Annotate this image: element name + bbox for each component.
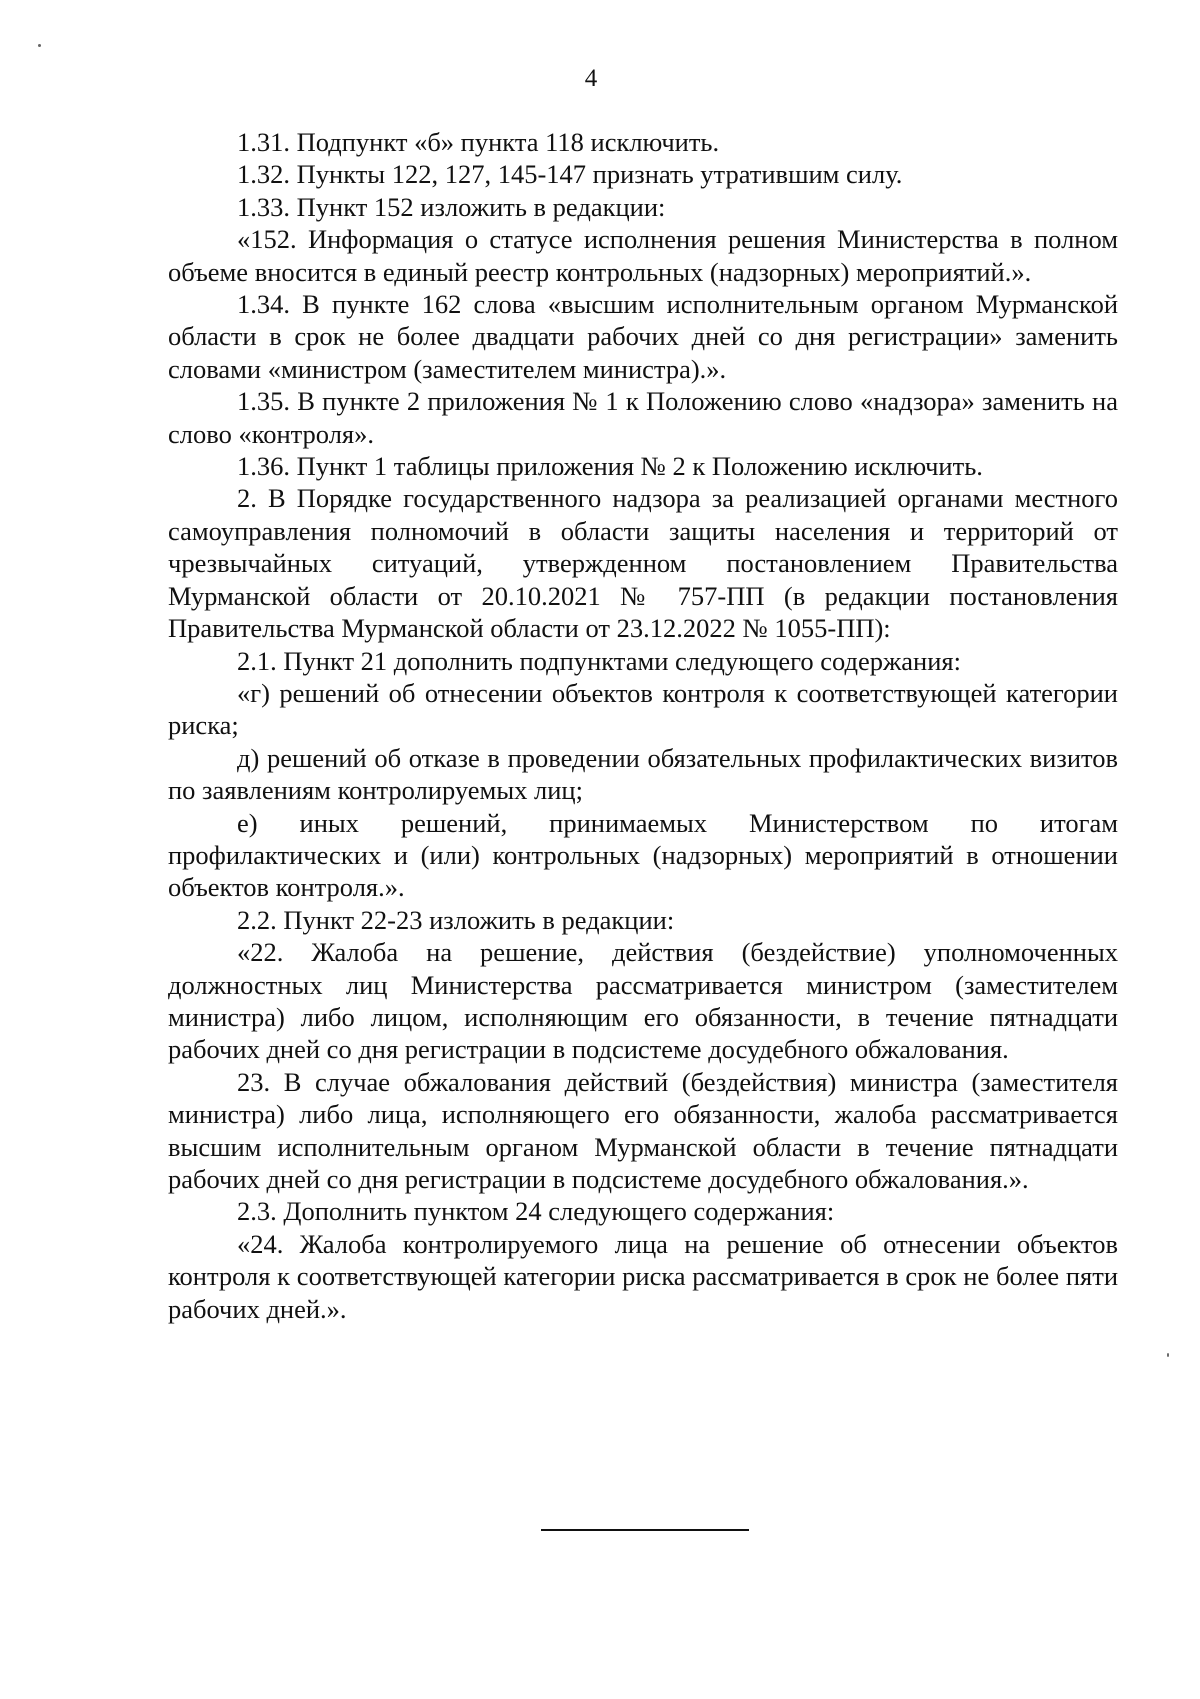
- paragraph-23: 23. В случае обжалования действий (бездействия) министра (заместителя министра) либо лица, исполняющего его обязанности, жалоба рассматривается высшим исполнительным органом Мурманской области в течение пятнадцати рабочих дней со дня регистрации в подсистеме досудебного обжалования.».: [168, 1066, 1118, 1194]
- paragraph-subitem-g: «г) решений об отнесении объектов контроля к соответствующей категории риска;: [168, 677, 1118, 741]
- page-number: 4: [584, 65, 598, 92]
- paragraph-subitem-d: д) решений об отказе в проведении обязательных профилактических визитов по заявлениям контролируемых лиц;: [168, 742, 1118, 806]
- paragraph-2-3: 2.3. Дополнить пунктом 24 следующего содержания:: [237, 1196, 835, 1227]
- paragraph-quote-24: «24. Жалоба контролируемого лица на решение об отнесении объектов контроля к соответствующей категории риска рассматривается в срок не более пяти рабочих дней.».: [168, 1228, 1118, 1324]
- paragraph-2-2: 2.2. Пункт 22-23 изложить в редакции:: [237, 904, 675, 935]
- paragraph-1-32: 1.32. Пункты 122, 127, 145-147 признать утратившим силу.: [237, 159, 903, 190]
- paragraph-1-36: 1.36. Пункт 1 таблицы приложения № 2 к Положению исключить.: [237, 451, 983, 482]
- paragraph-quote-22: «22. Жалоба на решение, действия (бездействие) уполномоченных должностных лиц Министерства рассматривается министром (заместителем министра) либо лицом, исполняющим его обязанности, в течение пятнадцати рабочих дней со дня регистрации в подсистеме досудебного обжалования.: [168, 937, 1118, 1065]
- document-body: [168, 126, 1118, 1325]
- scan-speck: [38, 44, 41, 47]
- paragraph-1-34: 1.34. В пункте 162 слова «высшим исполнительным органом Мурманской области в срок не более двадцати рабочих дней со дня регистрации» заменить словами «министром (заместителем министра).».: [168, 289, 1118, 384]
- scan-speck: [1167, 1353, 1169, 1357]
- paragraph-2: 2. В Порядке государственного надзора за реализацией органами местного самоуправления полномочий в области защиты населения и территорий от чрезвычайных ситуаций, утвержденном постановлением Правительства Мурманской области от 20.10.2021 № 757-ПП (в редакции постановления Правительства Мурманской области от 23.12.2022 № 1055-ПП):: [168, 483, 1118, 644]
- paragraph-2-1: 2.1. Пункт 21 дополнить подпунктами следующего содержания:: [237, 645, 961, 676]
- end-of-text-rule: [541, 1529, 749, 1531]
- paragraph-1-35: 1.35. В пункте 2 приложения № 1 к Положению слово «надзора» заменить на слово «контроля».: [168, 386, 1118, 449]
- paragraph-1-33: 1.33. Пункт 152 изложить в редакции:: [237, 191, 666, 222]
- paragraph-quote-152: «152. Информация о статусе исполнения решения Министерства в полном объеме вносится в единый реестр контрольных (надзорных) мероприятий.».: [168, 224, 1118, 287]
- paragraph-subitem-e: е) иных решений, принимаемых Министерством по итогам профилактических и (или) контрольных (надзорных) мероприятий в отношении объектов контроля.».: [168, 807, 1118, 903]
- paragraph-1-31: 1.31. Подпункт «б» пункта 118 исключить.: [237, 127, 720, 157]
